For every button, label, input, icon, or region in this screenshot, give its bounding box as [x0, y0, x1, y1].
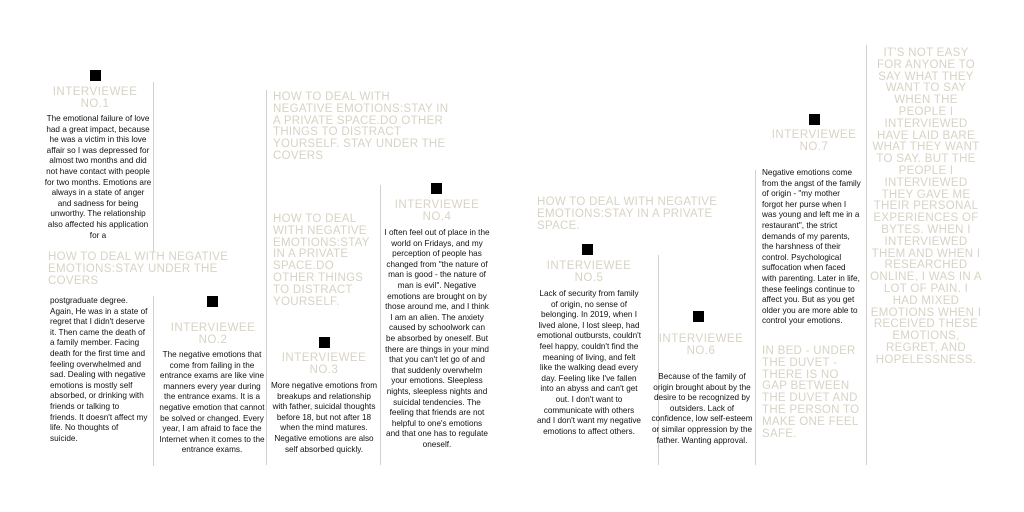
- marker-square-icon: [809, 114, 820, 125]
- quote-in-bed-under-duvet: IN BED - UNDER THE DUVET - THERE IS NO GAP BETWEEN THE DUVET AND THE PERSON TO MAKE ONE FEEL SAFE.: [762, 345, 860, 440]
- interviewee-6-text: Because of the family of origin brought about by the desire to be recognized by outsiders. Lack of confidence, low self-esteem or similar oppression by the father. Wanting approval.: [651, 372, 753, 445]
- divider-line-6: [755, 170, 756, 465]
- interviewee-7-text: Negative emotions come from the angst of the family of origin - "my mother forgot her purse when I was young and left me in a restaurant", the strict demands of my parents, the harshness of their control. Psychological suffocation when faced with parenting. Later in life, these feelings continue to affect you. But as you get older you are more able to control your emotions.: [762, 168, 861, 326]
- interviewee-2-label: INTERVIEWEE NO.2: [170, 322, 256, 346]
- marker-square-icon: [90, 70, 101, 81]
- interviewee-1-text: The emotional failure of love had a great impact, because he was a victim in this love affair so I was depressed for almost two months and did not have contact with people for two months. Emotions are always in a state of anger and sadness for being unworthy. The relationship also affected his application for a: [44, 114, 152, 240]
- quote-stay-private-space: HOW TO DEAL WITH NEGATIVE EMOTIONS:STAY IN A PRIVATE SPACE.: [537, 196, 718, 232]
- quote-private-space: HOW TO DEAL WITH NEGATIVE EMOTIONS:STAY IN A PRIVATE SPACE.DO OTHER THINGS TO DISTRACT YOURSELF.: [273, 213, 370, 308]
- marker-square-icon: [431, 183, 442, 194]
- interviewee-2-text: The negative emotions that come from failing in the entrance exams are like vine manners every year during the entrance exams. It is a negative emotion that cannot be solved or changed. Every year, I am afraid to face the Internet when it comes to the entrance exams.: [159, 350, 265, 455]
- divider-line-7: [866, 45, 867, 465]
- interviewee-1-text-continued: postgraduate degree. Again, He was in a state of regret that I didn't deserve it. Then came the death of a family member. Facing death for the first time and feeling overwhelmed and sad. Dealing with negative emotions is mostly self absorbed, or drinking with friends or talking to friends. It doesn't affect my life. No thoughts of suicide.: [50, 296, 148, 443]
- interviewee-5-label: INTERVIEWEE NO.5: [546, 260, 632, 284]
- interviewee-5-text: Lack of security from family of origin, no sense of belonging. In 2019, when I lived alone, I lost sleep, had emotional outbursts, couldn't feel happy, couldn't find the meaning of living, and felt like the walking dead every day. Feeling like I've fallen into an abyss and can't get out. I don't want to communicate with others and I don't want my negative emotions to affect others.: [537, 289, 641, 436]
- marker-square-icon: [582, 244, 593, 255]
- marker-square-icon: [693, 311, 704, 322]
- interviewee-1-label: INTERVIEWEE NO.1: [52, 86, 138, 110]
- quote-stay-under-covers: HOW TO DEAL WITH NEGATIVE EMOTIONS:STAY UNDER THE COVERS: [48, 251, 229, 287]
- quote-not-easy: IT'S NOT EASY FOR ANYONE TO SAY WHAT THEY WANT TO SAY WHEN THE PEOPLE I INTERVIEWED HAVE LAID BARE WHAT THEY WANT TO SAY. BUT THE PEOPLE I INTERVIEWED THEY GAVE ME THEIR PERSONAL EXPERIENCES OF BYTES. WHEN I INTERVIEWED THEM AND WHEN I RESEARCHED ONLINE, I WAS IN A LOT OF PAIN. I HAD MIXED EMOTIONS WHEN I RECEIVED THESE EMOTIONS, REGRET, AND HOPELESSNESS.: [870, 47, 982, 366]
- interviewee-3-label: INTERVIEWEE NO.3: [281, 352, 367, 376]
- divider-line-2: [153, 296, 154, 466]
- marker-square-icon: [319, 337, 330, 348]
- interviewee-4-text: I often feel out of place in the world on Fridays, and my perception of people has changed from "the nature of man is good - the nature of man is evil". Negative emotions are brought on by those around me, and I think I am an alien. The anxiety caused by schoolwork can be absorbed by oneself. But there are things in your mind that you can't let go of and that suddenly overwhelm your emotions. Sleepless nights, sleepless nights and suicidal tendencies. The feeling that friends are not helpful to one's emotions and that one has to regulate oneself.: [384, 228, 490, 449]
- quote-private-space-distract: HOW TO DEAL WITH NEGATIVE EMOTIONS:STAY IN A PRIVATE SPACE.DO OTHER THINGS TO DISTRACT YOURSELF. STAY UNDER THE COVERS: [273, 91, 449, 162]
- divider-line-1: [153, 82, 154, 252]
- interviewee-4-label: INTERVIEWEE NO.4: [394, 199, 480, 223]
- interviewee-6-label: INTERVIEWEE NO.6: [658, 333, 744, 357]
- divider-line-3: [266, 90, 267, 465]
- interviewee-7-label: INTERVIEWEE NO.7: [771, 129, 857, 153]
- divider-line-4: [380, 185, 381, 465]
- interviewee-3-text: More negative emotions from breakups and relationship with father, suicidal thoughts before 18, but not after 18 when the mind matures. Negative emotions are also self absorbed quickly.: [270, 381, 378, 454]
- marker-square-icon: [207, 296, 218, 307]
